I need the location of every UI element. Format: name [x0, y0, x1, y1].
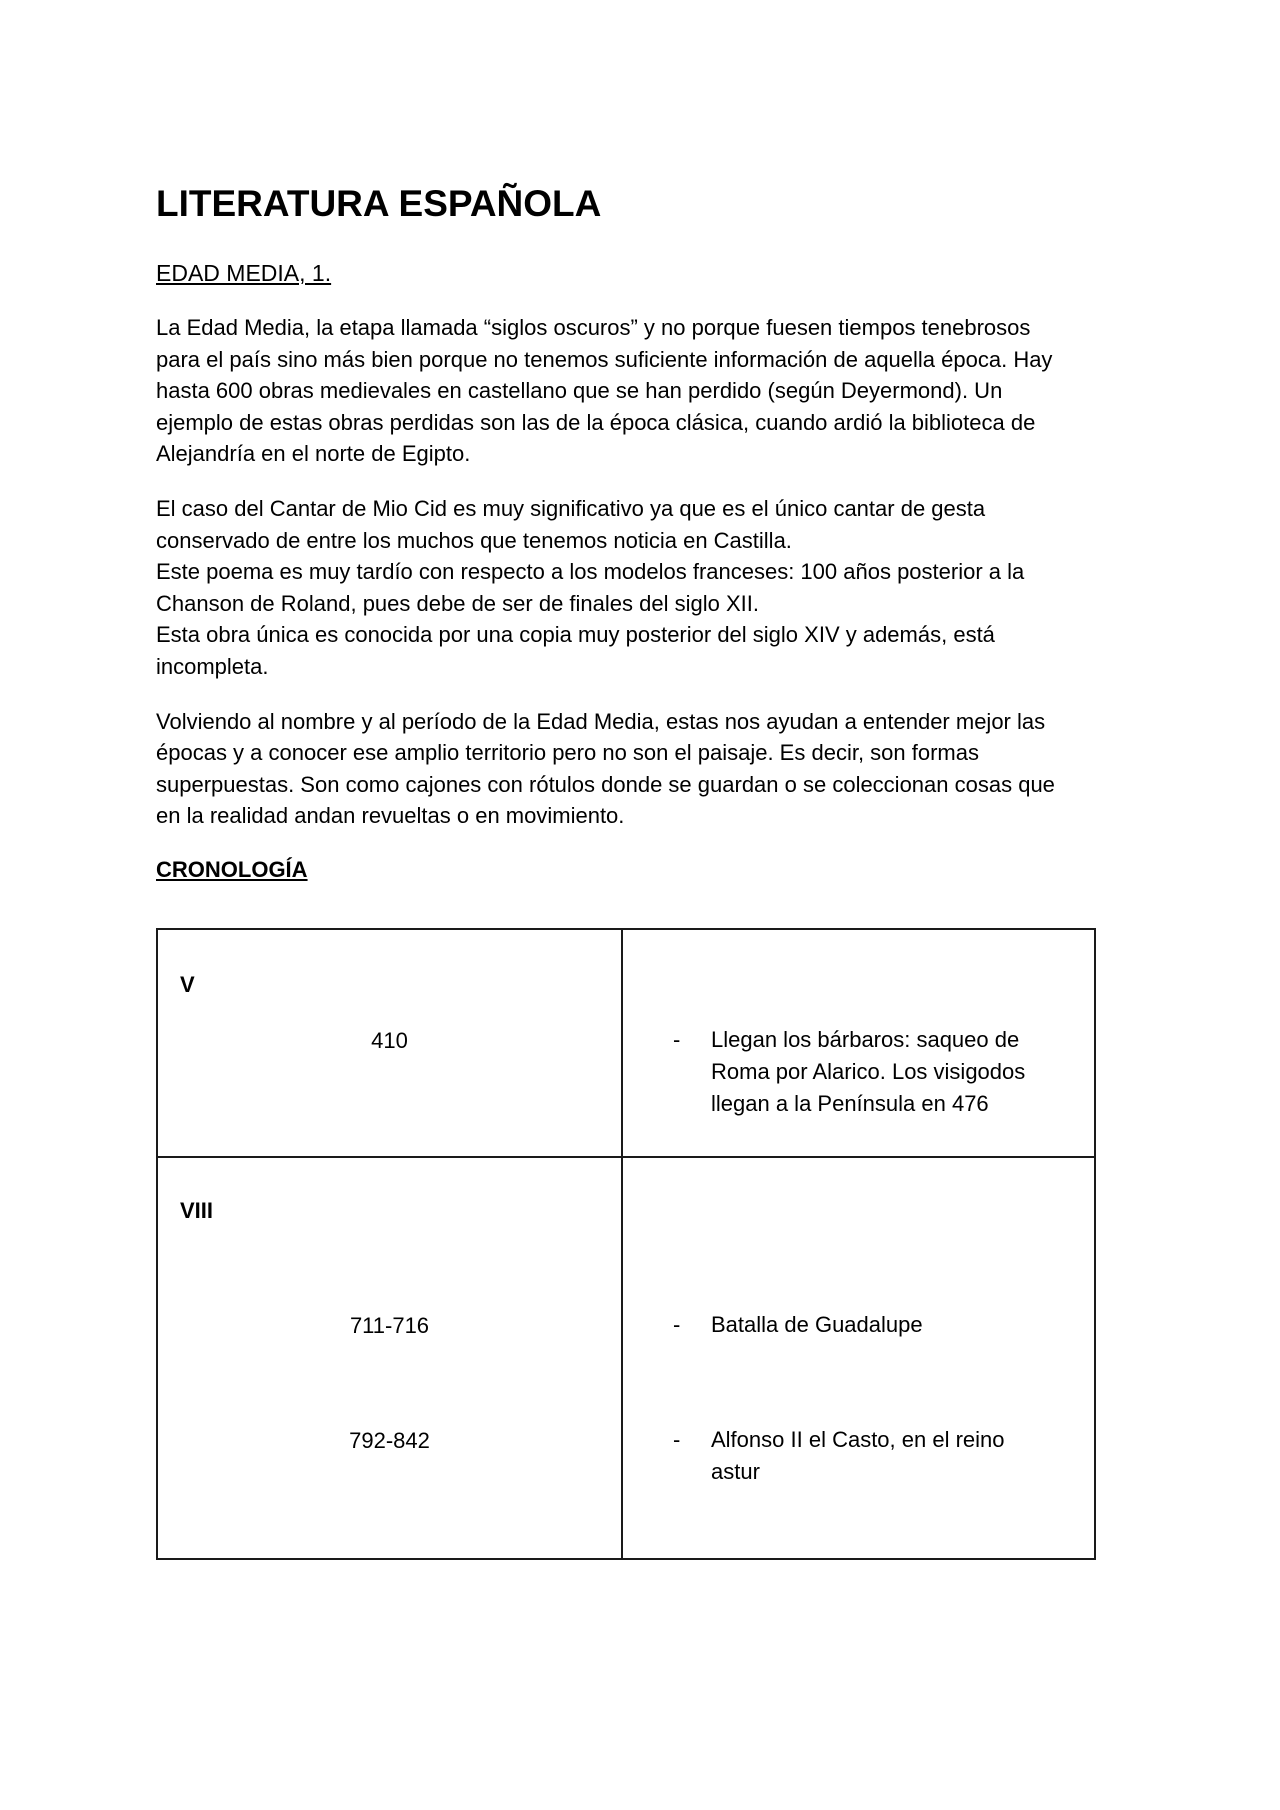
paragraph-line: para el país sino más bien porque no tenemos suficiente información de aquella época. Hay: [156, 346, 1053, 372]
table-row: [157, 1157, 1095, 1559]
paragraph-3: [156, 706, 1136, 832]
paragraph-line: hasta 600 obras medievales en castellano que se han perdido (según Deyermond). Un: [156, 378, 1003, 404]
century-cell: [157, 1157, 622, 1559]
bullet-dash: -: [673, 1427, 681, 1452]
century-cell: [157, 929, 622, 1157]
year-label: 410: [371, 1028, 408, 1053]
paragraph-line: superpuestas. Son como cajones con rótulos donde se guardan o se coleccionan cosas que: [156, 771, 1055, 797]
event-text: [711, 1309, 1071, 1341]
century-label: VIII: [180, 1198, 214, 1223]
paragraph-line: La Edad Media, la etapa llamada “siglos oscuros” y no porque fuesen tiempos tenebrosos: [156, 314, 1031, 340]
event-cell: [622, 1157, 1095, 1559]
century-label: V: [180, 972, 195, 997]
chronology-heading: CRONOLOGÍA: [156, 856, 308, 882]
paragraph-line: ejemplo de estas obras perdidas son las de la época clásica, cuando ardió la biblioteca de: [156, 409, 1036, 435]
event-text: [711, 1024, 1071, 1120]
event-text: [711, 1424, 1071, 1488]
paragraph-line: Volviendo al nombre y al período de la Edad Media, estas nos ayudan a entender mejor las: [156, 708, 1046, 734]
paragraph-2: [156, 493, 1136, 683]
paragraph-line: Esta obra única es conocida por una copia muy posterior del siglo XIV y además, está: [156, 622, 995, 648]
event-line: Batalla de Guadalupe: [711, 1312, 923, 1337]
document-page: [156, 170, 1136, 884]
chronology-table: [156, 928, 1096, 1560]
bullet-dash: -: [673, 1312, 681, 1337]
paragraph-1: [156, 312, 1136, 470]
document-title: LITERATURA ESPAÑOLA: [156, 183, 602, 224]
year-label: 792-842: [349, 1428, 430, 1453]
table-row: [157, 929, 1095, 1157]
paragraph-line: Este poema es muy tardío con respecto a los modelos franceses: 100 años posterior a la: [156, 559, 1025, 585]
event-line: astur: [711, 1459, 760, 1484]
paragraph-line: Chanson de Roland, pues debe de ser de finales del siglo XII.: [156, 590, 759, 616]
event-line: Llegan los bárbaros: saqueo de: [711, 1027, 1020, 1052]
section-subtitle: EDAD MEDIA, 1.: [156, 260, 332, 287]
paragraph-line: épocas y a conocer ese amplio territorio pero no son el paisaje. Es decir, son formas: [156, 740, 979, 766]
paragraph-line: Alejandría en el norte de Egipto.: [156, 441, 471, 467]
paragraph-line: incompleta.: [156, 653, 269, 679]
year-label: 711-716: [349, 1313, 430, 1338]
bullet-dash: -: [673, 1027, 681, 1052]
paragraph-line: El caso del Cantar de Mio Cid es muy significativo ya que es el único cantar de gesta: [156, 495, 986, 521]
event-line: llegan a la Península en 476: [711, 1091, 989, 1116]
paragraph-line: conservado de entre los muchos que tenemos noticia en Castilla.: [156, 527, 792, 553]
event-line: Alfonso II el Casto, en el reino: [711, 1427, 1005, 1452]
event-cell: [622, 929, 1095, 1157]
paragraph-line: en la realidad andan revueltas o en movimiento.: [156, 803, 625, 829]
event-line: Roma por Alarico. Los visigodos: [711, 1059, 1026, 1084]
